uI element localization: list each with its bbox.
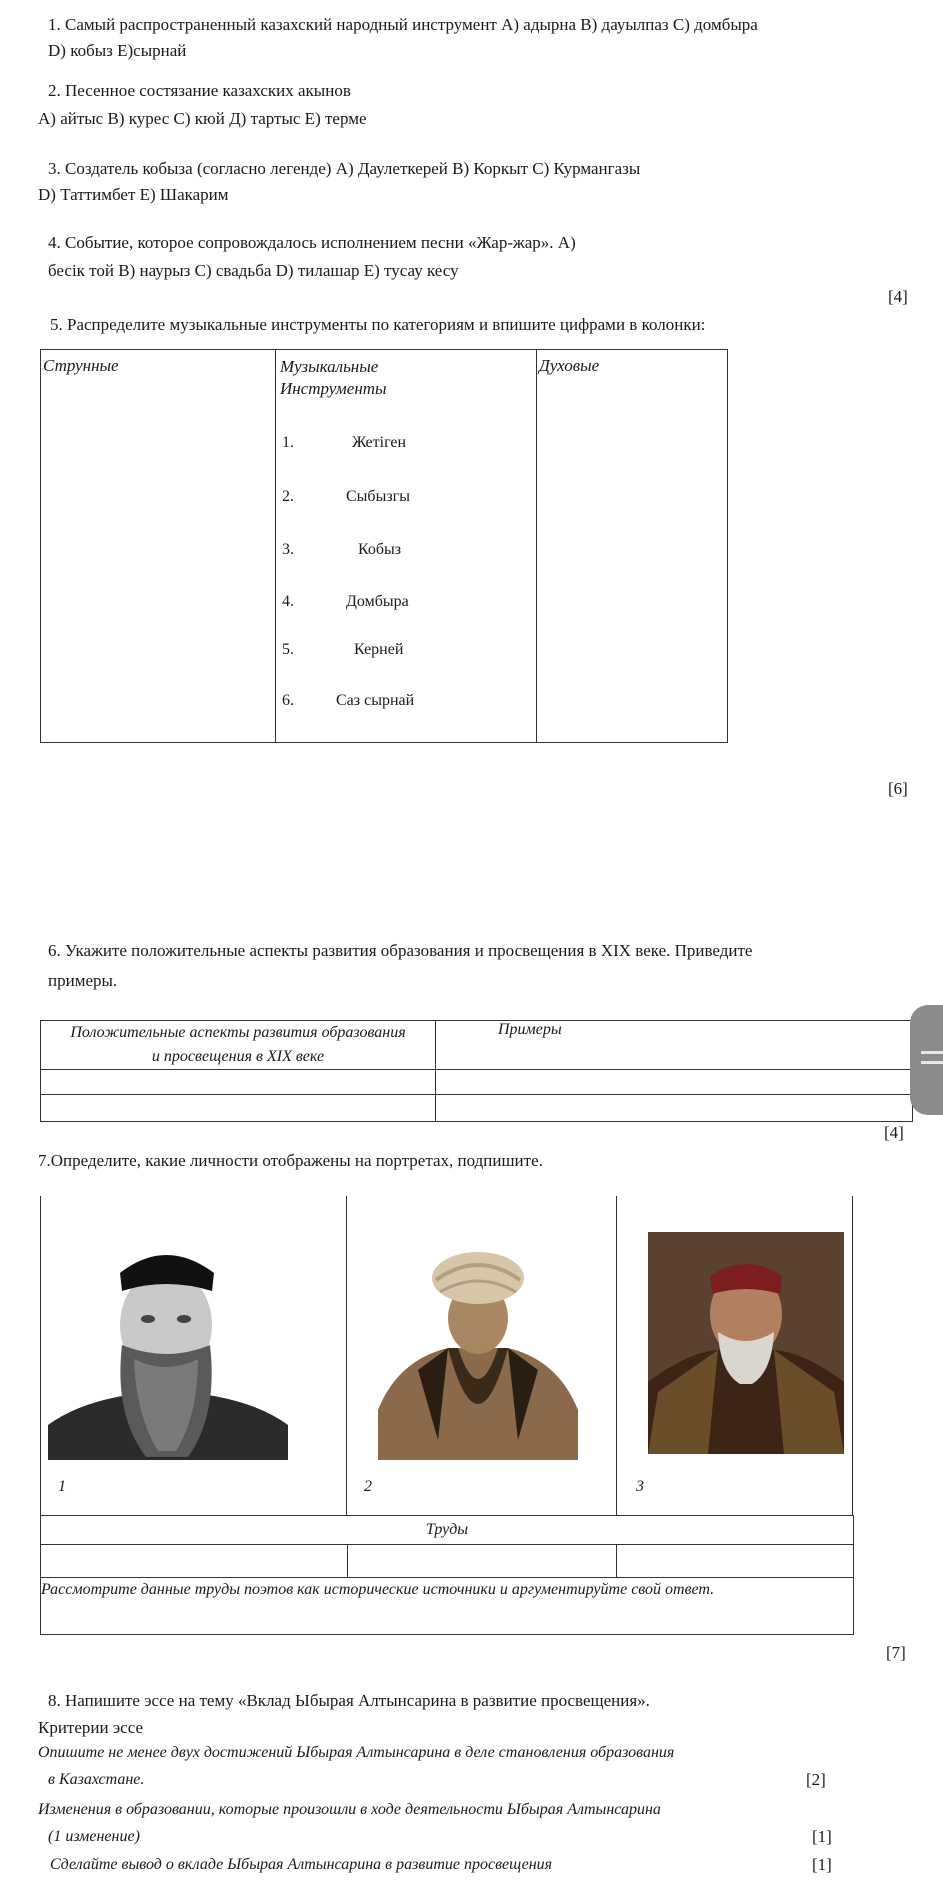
- handle-grip-icon: [921, 1061, 943, 1064]
- q6-line1: 6. Укажите положительные аспекты развития образования и просвещения в XIX веке. Приведите: [48, 941, 753, 960]
- instrument-num: 6.: [282, 692, 294, 709]
- works-cell-2[interactable]: [348, 1545, 617, 1578]
- q2-line1: 2. Песенное состязание казахских акынов: [48, 81, 351, 100]
- instrument-name: Сыбызгы: [346, 488, 410, 505]
- instrument-num: 2.: [282, 488, 294, 505]
- handle-grip-icon: [921, 1051, 943, 1054]
- q6-answer-cell[interactable]: [41, 1095, 436, 1122]
- q7-instruction: Рассмотрите данные труды поэтов как исторические источники и аргументируйте свой ответ.: [41, 1581, 715, 1598]
- wind-column[interactable]: [537, 350, 728, 743]
- instrument-num: 3.: [282, 541, 294, 558]
- q8-criterion-2-points: [1]: [812, 1827, 832, 1846]
- portrait-label-2: 2: [364, 1478, 372, 1495]
- side-panel-handle[interactable]: [910, 1005, 943, 1115]
- q8-criteria-title: Критерии эссе: [38, 1718, 143, 1737]
- q5-points: [6]: [888, 779, 908, 798]
- q8-criterion-1-points: [2]: [806, 1770, 826, 1789]
- q6-col2-header: Примеры: [436, 1021, 913, 1070]
- portrait-label-3: 3: [636, 1478, 644, 1495]
- q6-answer-cell[interactable]: [41, 1070, 436, 1095]
- works-cell-3[interactable]: [617, 1545, 854, 1578]
- q8-criterion-2: Изменения в образовании, которые произошли в ходе деятельности Ыбырая Алтынсарина: [38, 1801, 661, 1818]
- works-cell-1[interactable]: [41, 1545, 348, 1578]
- instrument-name: Саз сырнай: [336, 692, 415, 709]
- portrait-label-1: 1: [58, 1478, 66, 1495]
- argument-answer-cell[interactable]: [41, 1578, 854, 1635]
- instrument-num: 5.: [282, 641, 294, 658]
- portrait-1-image: [48, 1225, 288, 1460]
- strings-column[interactable]: [41, 350, 276, 743]
- portrait-2-image: [378, 1240, 578, 1460]
- works-header: Труды: [41, 1516, 854, 1545]
- q8-criterion-3-points: [1]: [812, 1855, 832, 1874]
- col-wind-header: Духовые: [539, 356, 600, 375]
- q1-line1: 1. Самый распространенный казахский народный инструмент А) адырна В) дауылпаз С) домбыра: [48, 15, 758, 34]
- instrument-num: 4.: [282, 593, 294, 610]
- q4-line1: 4. Событие, которое сопровождалось исполнением песни «Жар-жар». А): [48, 233, 576, 252]
- q8-criterion-1: Опишите не менее двух достижений Ыбырая Алтынсарина в деле становления образования: [38, 1744, 675, 1761]
- q8-criterion-1-cont: в Казахстане.: [48, 1771, 145, 1788]
- q8-question: 8. Напишите эссе на тему «Вклад Ыбырая Алтынсарина в развитие просвещения».: [48, 1691, 650, 1710]
- portrait-grid-line: [40, 1196, 41, 1516]
- col-strings-header: Струнные: [43, 356, 119, 375]
- col-instruments-header: Музыкальные Инструменты: [280, 357, 387, 398]
- q7-works-table: [40, 1515, 854, 1635]
- q6-aspects-table: [40, 1020, 913, 1122]
- instrument-name: Жетіген: [352, 434, 407, 451]
- portrait-3-image: [648, 1232, 844, 1454]
- q6-answer-cell[interactable]: [436, 1070, 913, 1095]
- q4-points: [4]: [888, 287, 908, 306]
- portrait-grid-line: [346, 1196, 347, 1516]
- q8-criterion-3: Сделайте вывод о вкладе Ыбырая Алтынсарина в развитие просвещения: [50, 1856, 553, 1873]
- q7-question: 7.Определите, какие личности отображены на портретах, подпишите.: [38, 1151, 543, 1170]
- q6-points: [4]: [884, 1123, 904, 1142]
- q6-answer-cell[interactable]: [436, 1095, 913, 1122]
- q2-line2: А) айтыс В) курес С) кюй Д) тартыс Е) терме: [38, 109, 367, 128]
- q3-line2: D) Таттимбет Е) Шакарим: [38, 185, 229, 204]
- q1-line2: D) кобыз Е)сырнай: [48, 41, 187, 60]
- q4-line2: бесік той В) наурыз С) свадьба D) тилашар Е) тусау кесу: [48, 261, 459, 280]
- instrument-num: 1.: [282, 434, 294, 451]
- q5-question: 5. Распределите музыкальные инструменты по категориям и впишите цифрами в колонки:: [50, 315, 706, 334]
- q6-col1-header: Положительные аспекты развития образования и просвещения в XIX веке: [41, 1021, 436, 1070]
- q6-line2: примеры.: [48, 971, 118, 990]
- q5-instruments-table: [40, 349, 728, 743]
- instrument-name: Кобыз: [358, 541, 402, 558]
- instruments-column: [276, 350, 537, 743]
- portrait-grid-line: [616, 1196, 617, 1516]
- q3-line1: 3. Создатель кобыза (согласно легенде) А) Даулеткерей В) Коркыт С) Курмангазы: [48, 159, 641, 178]
- portrait-grid-line: [852, 1196, 853, 1516]
- q7-points: [7]: [886, 1643, 906, 1662]
- instrument-name: Керней: [354, 641, 404, 658]
- q8-criterion-2-cont: (1 изменение): [48, 1828, 140, 1845]
- instrument-name: Домбыра: [346, 593, 409, 610]
